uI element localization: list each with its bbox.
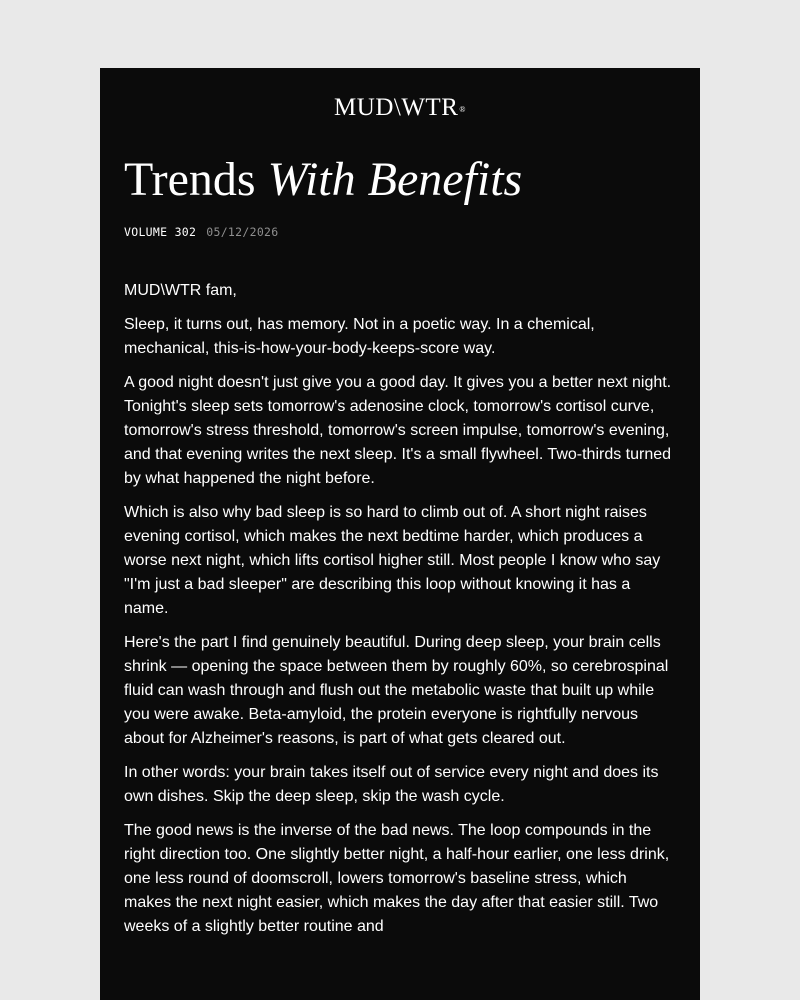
brand-logo-text: MUD\WTR [334,94,459,121]
volume-number: VOLUME 302 [124,225,197,239]
issue-date: 05/12/2026 [206,225,279,239]
brand-logo[interactable] [124,94,676,122]
title-italic: With Benefits [267,153,523,206]
issue-meta [124,225,676,239]
title-regular: Trends [124,153,256,206]
article-body [124,279,676,939]
paragraph-2: A good night doesn't just give you a good day. It gives you a better next night. Tonight's sleep sets tomorrow's adenosine clock, tomorrow's cortisol curve, tomorrow's stress threshold, tomorrow's screen impulse, tomorrow's evening, and that evening writes the next sleep. It's a small flywheel. Two-thirds turned by what happened the night before. [124,374,672,487]
newsletter-card [100,68,700,1000]
paragraph-6: The good news is the inverse of the bad news. The loop compounds in the right direction too. One slightly better night, a half-hour earlier, one less drink, one less round of doomscroll, lowers tomorrow's baseline stress, which makes the next night easier, which makes the day after that easier still. Two weeks of a slightly better routine and [124,822,670,935]
paragraph-3: Which is also why bad sleep is so hard to climb out of. A short night raises evening cortisol, which makes the next bedtime harder, which produces a worse next night, which lifts cortisol higher still. Most people I know who say "I'm just a bad sleeper" are describing this loop without knowing it has a name. [124,504,661,617]
registered-mark: ® [459,105,466,114]
greeting: MUD\WTR fam, [124,282,237,299]
paragraph-1: Sleep, it turns out, has memory. Not in a poetic way. In a chemical, mechanical, this-is-how-your-body-keeps-score way. [124,316,595,357]
paragraph-4: Here's the part I find genuinely beautiful. During deep sleep, your brain cells shrink — opening the space between them by roughly 60%, so cerebrospinal fluid can wash through and flush out the metabolic waste that built up while you were awake. Beta-amyloid, the protein everyone is rightfully nervous about for Alzheimer's reasons, is part of what gets cleared out. [124,634,669,747]
newsletter-title [124,152,676,208]
paragraph-5: In other words: your brain takes itself out of service every night and does its own dishes. Skip the deep sleep, skip the wash cycle. [124,764,659,805]
